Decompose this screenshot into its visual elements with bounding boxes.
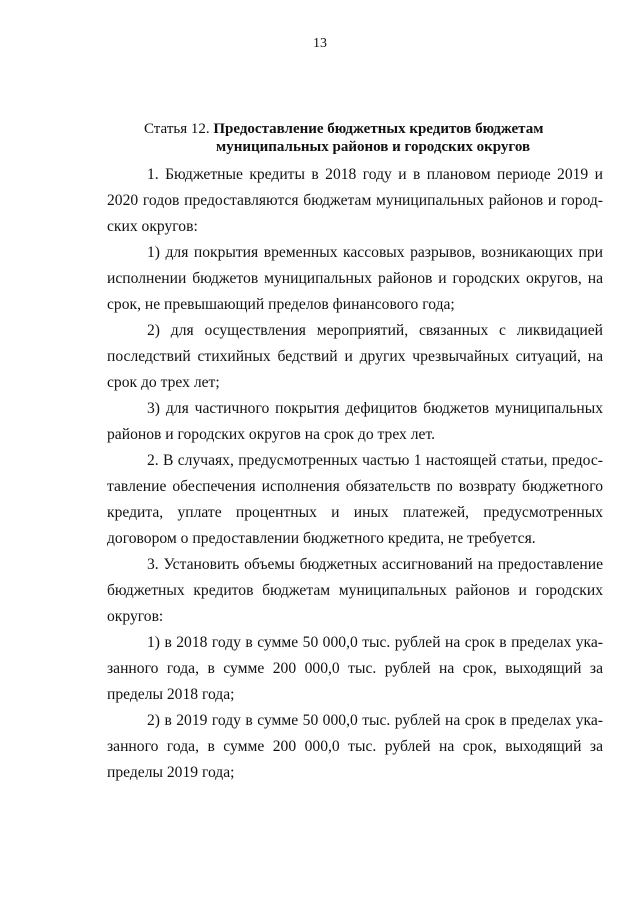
paragraph: 3) для частичного покрытия дефицитов бюджетов муниципальных районов и городских округов на срок до трех лет. [107, 400, 603, 443]
article-title-line1: Предоставление бюджетных кредитов бюджетам [213, 121, 544, 137]
article-title-line2: муниципальных районов и городских округов [216, 139, 531, 155]
paragraph: 1) в 2018 году в сумме 50 000,0 тыс. рублей на срок в пределах указанного года, в сумме 200 000,0 тыс. рублей на срок, выходящий за пределы 2018 года; [107, 634, 603, 703]
article-label: Статья 12. [144, 121, 210, 137]
paragraph: 2) в 2019 году в сумме 50 000,0 тыс. рублей на срок в пределах указанного года, в сумме 200 000,0 тыс. рублей на срок, выходящий за пределы 2019 года; [107, 712, 603, 781]
paragraph: 2. В случаях, предусмотренных частью 1 настоящей статьи, предоставление обеспечения исполнения обязательств по возврату бюджетного кредита, уплате процентных и иных платежей, предусмотренных договором о предоставлении бюджетного кредита, не требуется. [107, 452, 603, 547]
paragraph: 3. Установить объемы бюджетных ассигнований на предоставление бюджетных кредитов бюджетам муниципальных районов и городских округов: [107, 556, 603, 625]
paragraph: 2) для осуществления мероприятий, связанных с ликвидацией последствий стихийных бедствий и других чрезвычайных ситуаций, на срок до трех лет; [107, 322, 603, 391]
paragraph: 1) для покрытия временных кассовых разрывов, возникающих при исполнении бюджетов муниципальных районов и городских округов, на срок, не превышающий пределов финансового года; [107, 244, 603, 313]
article-header [144, 120, 614, 156]
page-number: 13 [313, 36, 327, 51]
article-body [107, 162, 603, 786]
paragraph: 1. Бюджетные кредиты в 2018 году и в плановом периоде 2019 и 2020 годов предоставляются бюджетам муниципальных районов и городских округов: [107, 166, 603, 235]
